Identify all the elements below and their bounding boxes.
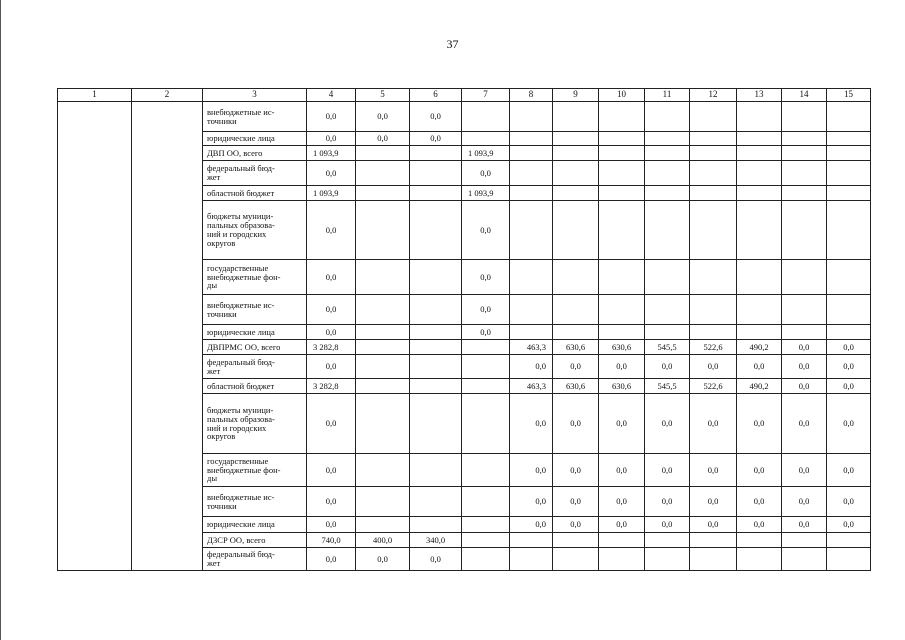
column-header: 4	[307, 89, 356, 102]
cell-c5: 0,0	[356, 132, 410, 146]
cell-c8: 0,0	[510, 394, 553, 454]
cell-c7	[462, 533, 510, 548]
cell-c7	[462, 548, 510, 571]
cell-c15: 0,0	[827, 394, 871, 454]
cell-c11	[645, 548, 690, 571]
cell-c15: 0,0	[827, 355, 871, 379]
cell-c13: 490,2	[737, 379, 782, 394]
cell-c9	[553, 325, 599, 340]
cell-c8: 0,0	[510, 355, 553, 379]
cell-c12	[690, 132, 737, 146]
cell-c9	[553, 201, 599, 260]
cell-c7	[462, 517, 510, 533]
cell-c9: 0,0	[553, 355, 599, 379]
cell-c12: 0,0	[690, 454, 737, 487]
cell-c9	[553, 260, 599, 295]
cell-c7	[462, 355, 510, 379]
cell-c10	[599, 186, 645, 201]
cell-c13	[737, 533, 782, 548]
page-number: 37	[446, 37, 459, 51]
cell-c11	[645, 132, 690, 146]
cell-c13	[737, 146, 782, 161]
cell-c10: 630,6	[599, 340, 645, 355]
cell-c6	[410, 487, 462, 517]
cell-c8	[510, 132, 553, 146]
cell-c7	[462, 379, 510, 394]
cell-c9	[553, 548, 599, 571]
cell-c6	[410, 161, 462, 186]
cell-c15: 0,0	[827, 517, 871, 533]
cell-c7: 0,0	[462, 260, 510, 295]
cell-c8	[510, 295, 553, 325]
cell-c13	[737, 295, 782, 325]
cell-c5	[356, 487, 410, 517]
cell-c6: 0,0	[410, 102, 462, 132]
cell-c6	[410, 260, 462, 295]
cell-c10: 0,0	[599, 355, 645, 379]
cell-c15	[827, 260, 871, 295]
cell-c7	[462, 132, 510, 146]
cell-c14	[782, 260, 827, 295]
column-header: 15	[827, 89, 871, 102]
cell-c4: 0,0	[307, 161, 356, 186]
cell-c7	[462, 454, 510, 487]
cell-c14	[782, 146, 827, 161]
cell-c6	[410, 394, 462, 454]
cell-c10: 0,0	[599, 517, 645, 533]
row-label: федеральный бюд- жет	[203, 355, 307, 379]
cell-c13	[737, 186, 782, 201]
cell-c14: 0,0	[782, 394, 827, 454]
cell-c8: 463,3	[510, 379, 553, 394]
cell-c5	[356, 146, 410, 161]
cell-c4: 0,0	[307, 548, 356, 571]
cell-c7	[462, 102, 510, 132]
cell-c6	[410, 325, 462, 340]
cell-c14	[782, 548, 827, 571]
cell-c4: 0,0	[307, 517, 356, 533]
cell-c6	[410, 379, 462, 394]
cell-c11: 0,0	[645, 454, 690, 487]
row-label: внебюджетные ис- точники	[203, 102, 307, 132]
cell-c4: 0,0	[307, 487, 356, 517]
cell-c4: 0,0	[307, 201, 356, 260]
cell-c15	[827, 548, 871, 571]
row-label: юридические лица	[203, 325, 307, 340]
cell-c10: 630,6	[599, 379, 645, 394]
row-label: областной бюджет	[203, 186, 307, 201]
cell-c10	[599, 161, 645, 186]
cell-c11	[645, 533, 690, 548]
cell-c14	[782, 132, 827, 146]
row-label: внебюджетные ис- точники	[203, 487, 307, 517]
cell-c7	[462, 487, 510, 517]
cell-c13: 0,0	[737, 454, 782, 487]
column-header: 2	[132, 89, 203, 102]
cell-c7: 1 093,9	[462, 186, 510, 201]
cell-c9: 0,0	[553, 454, 599, 487]
cell-c4: 0,0	[307, 454, 356, 487]
cell-c6	[410, 340, 462, 355]
cell-c9	[553, 132, 599, 146]
column-header: 7	[462, 89, 510, 102]
column-header: 5	[356, 89, 410, 102]
cell-c5	[356, 355, 410, 379]
column-header: 11	[645, 89, 690, 102]
cell-c12	[690, 260, 737, 295]
cell-c12	[690, 102, 737, 132]
row-label: ДВПРМС ОО, всего	[203, 340, 307, 355]
cell-c13: 490,2	[737, 340, 782, 355]
cell-c8: 0,0	[510, 487, 553, 517]
cell-c10: 0,0	[599, 394, 645, 454]
cell-c5: 0,0	[356, 548, 410, 571]
cell-c5	[356, 325, 410, 340]
cell-c6: 0,0	[410, 548, 462, 571]
cell-c8	[510, 161, 553, 186]
cell-c12: 0,0	[690, 517, 737, 533]
cell-c10	[599, 325, 645, 340]
cell-c5	[356, 295, 410, 325]
cell-c4: 0,0	[307, 325, 356, 340]
cell-c4: 0,0	[307, 260, 356, 295]
cell-c12: 522,6	[690, 379, 737, 394]
cell-c9: 0,0	[553, 487, 599, 517]
cell-c11	[645, 295, 690, 325]
cell-c12	[690, 146, 737, 161]
cell-c15	[827, 161, 871, 186]
cell-c10	[599, 132, 645, 146]
cell-c11: 0,0	[645, 355, 690, 379]
cell-c4: 0,0	[307, 102, 356, 132]
cell-c11	[645, 260, 690, 295]
cell-c15: 0,0	[827, 379, 871, 394]
cell-c13	[737, 102, 782, 132]
cell-c6	[410, 146, 462, 161]
column-header: 8	[510, 89, 553, 102]
cell-c13: 0,0	[737, 487, 782, 517]
cell-c4: 1 093,9	[307, 186, 356, 201]
column-header: 14	[782, 89, 827, 102]
cell-c7: 0,0	[462, 325, 510, 340]
column-header: 1	[58, 89, 132, 102]
cell-c9	[553, 533, 599, 548]
column-1-merged-cell	[58, 102, 132, 571]
cell-c4: 0,0	[307, 355, 356, 379]
row-label: ДЗСР ОО, всего	[203, 533, 307, 548]
cell-c8	[510, 325, 553, 340]
cell-c11: 545,5	[645, 379, 690, 394]
cell-c14: 0,0	[782, 340, 827, 355]
cell-c7: 0,0	[462, 295, 510, 325]
cell-c14	[782, 533, 827, 548]
cell-c11	[645, 146, 690, 161]
cell-c14: 0,0	[782, 454, 827, 487]
cell-c9	[553, 186, 599, 201]
cell-c15	[827, 325, 871, 340]
cell-c9	[553, 295, 599, 325]
cell-c4: 3 282,8	[307, 340, 356, 355]
cell-c10	[599, 260, 645, 295]
page-left-edge	[0, 0, 1, 640]
cell-c14: 0,0	[782, 517, 827, 533]
cell-c12	[690, 548, 737, 571]
row-label: ДВП ОО, всего	[203, 146, 307, 161]
cell-c15	[827, 201, 871, 260]
cell-c14	[782, 161, 827, 186]
cell-c5	[356, 517, 410, 533]
column-header: 12	[690, 89, 737, 102]
cell-c12	[690, 161, 737, 186]
cell-c9	[553, 102, 599, 132]
cell-c13	[737, 548, 782, 571]
cell-c12	[690, 533, 737, 548]
cell-c9: 630,6	[553, 340, 599, 355]
cell-c5	[356, 260, 410, 295]
cell-c8: 0,0	[510, 517, 553, 533]
cell-c15	[827, 102, 871, 132]
row-label: государственные внебюджетные фон- ды	[203, 260, 307, 295]
row-label: федеральный бюд- жет	[203, 548, 307, 571]
cell-c10: 0,0	[599, 454, 645, 487]
row-label: бюджеты муници- пальных образова- ний и городских округов	[203, 394, 307, 454]
cell-c8: 0,0	[510, 454, 553, 487]
column-header: 10	[599, 89, 645, 102]
cell-c5	[356, 379, 410, 394]
cell-c11: 545,5	[645, 340, 690, 355]
cell-c8	[510, 146, 553, 161]
cell-c15	[827, 146, 871, 161]
cell-c13	[737, 260, 782, 295]
cell-c12	[690, 186, 737, 201]
cell-c11	[645, 102, 690, 132]
cell-c9: 630,6	[553, 379, 599, 394]
cell-c4: 0,0	[307, 132, 356, 146]
cell-c12: 522,6	[690, 340, 737, 355]
cell-c4: 0,0	[307, 295, 356, 325]
cell-c5	[356, 340, 410, 355]
cell-c11	[645, 325, 690, 340]
cell-c8	[510, 533, 553, 548]
cell-c10	[599, 201, 645, 260]
cell-c13: 0,0	[737, 355, 782, 379]
cell-c12	[690, 295, 737, 325]
cell-c8	[510, 260, 553, 295]
cell-c6	[410, 186, 462, 201]
cell-c6	[410, 201, 462, 260]
cell-c13	[737, 201, 782, 260]
cell-c10	[599, 533, 645, 548]
column-header: 13	[737, 89, 782, 102]
cell-c9	[553, 146, 599, 161]
cell-c14	[782, 102, 827, 132]
cell-c7: 1 093,9	[462, 146, 510, 161]
cell-c8	[510, 548, 553, 571]
cell-c14: 0,0	[782, 379, 827, 394]
cell-c5: 400,0	[356, 533, 410, 548]
cell-c11: 0,0	[645, 394, 690, 454]
cell-c5: 0,0	[356, 102, 410, 132]
cell-c12: 0,0	[690, 487, 737, 517]
cell-c7: 0,0	[462, 161, 510, 186]
table-row	[58, 102, 871, 132]
cell-c15	[827, 186, 871, 201]
cell-c6	[410, 517, 462, 533]
cell-c4: 1 093,9	[307, 146, 356, 161]
cell-c11	[645, 186, 690, 201]
cell-c8: 463,3	[510, 340, 553, 355]
cell-c11	[645, 161, 690, 186]
cell-c10	[599, 295, 645, 325]
cell-c13	[737, 161, 782, 186]
cell-c6	[410, 454, 462, 487]
cell-c11	[645, 201, 690, 260]
cell-c13: 0,0	[737, 394, 782, 454]
cell-c6: 340,0	[410, 533, 462, 548]
column-header: 9	[553, 89, 599, 102]
cell-c14	[782, 186, 827, 201]
cell-c15	[827, 295, 871, 325]
row-label: юридические лица	[203, 132, 307, 146]
cell-c15	[827, 132, 871, 146]
cell-c13	[737, 325, 782, 340]
row-label: федеральный бюд- жет	[203, 161, 307, 186]
cell-c6: 0,0	[410, 132, 462, 146]
cell-c12: 0,0	[690, 355, 737, 379]
cell-c7	[462, 340, 510, 355]
cell-c14: 0,0	[782, 355, 827, 379]
cell-c9: 0,0	[553, 394, 599, 454]
cell-c10: 0,0	[599, 487, 645, 517]
cell-c7: 0,0	[462, 201, 510, 260]
cell-c9: 0,0	[553, 517, 599, 533]
cell-c11: 0,0	[645, 517, 690, 533]
cell-c14	[782, 295, 827, 325]
column-header: 3	[203, 89, 307, 102]
cell-c5	[356, 454, 410, 487]
cell-c14	[782, 201, 827, 260]
cell-c12	[690, 201, 737, 260]
cell-c4: 740,0	[307, 533, 356, 548]
column-2-merged-cell	[132, 102, 203, 571]
cell-c5	[356, 161, 410, 186]
cell-c12: 0,0	[690, 394, 737, 454]
cell-c15: 0,0	[827, 454, 871, 487]
cell-c12	[690, 325, 737, 340]
cell-c4: 0,0	[307, 394, 356, 454]
cell-c7	[462, 394, 510, 454]
cell-c10	[599, 548, 645, 571]
column-header: 6	[410, 89, 462, 102]
budget-table	[57, 88, 871, 571]
row-label: внебюджетные ис- точники	[203, 295, 307, 325]
cell-c8	[510, 201, 553, 260]
row-label: областной бюджет	[203, 379, 307, 394]
row-label: юридические лица	[203, 517, 307, 533]
cell-c11: 0,0	[645, 487, 690, 517]
cell-c14: 0,0	[782, 487, 827, 517]
cell-c15: 0,0	[827, 340, 871, 355]
cell-c5	[356, 394, 410, 454]
cell-c5	[356, 186, 410, 201]
cell-c8	[510, 186, 553, 201]
table-header-row	[58, 89, 871, 102]
row-label: бюджеты муници- пальных образова- ний и городских округов	[203, 201, 307, 260]
cell-c15: 0,0	[827, 487, 871, 517]
cell-c10	[599, 102, 645, 132]
cell-c6	[410, 355, 462, 379]
cell-c14	[782, 325, 827, 340]
row-label: государственные внебюджетные фон- ды	[203, 454, 307, 487]
cell-c8	[510, 102, 553, 132]
cell-c13: 0,0	[737, 517, 782, 533]
cell-c10	[599, 146, 645, 161]
cell-c15	[827, 533, 871, 548]
cell-c13	[737, 132, 782, 146]
cell-c4: 3 282,8	[307, 379, 356, 394]
cell-c9	[553, 161, 599, 186]
cell-c6	[410, 295, 462, 325]
cell-c5	[356, 201, 410, 260]
